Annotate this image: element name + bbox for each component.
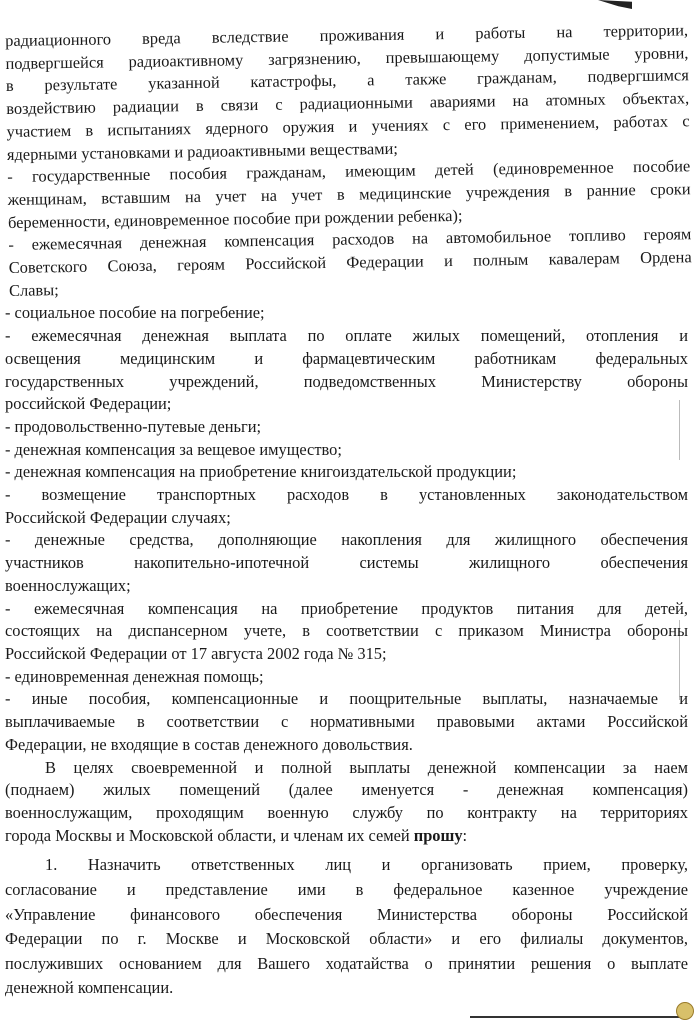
text-line: военнослужащим, проходящим военную службу по контракту на территориях (5, 802, 688, 822)
text-line: «Управление финансового обеспечения Министерства обороны Российской (5, 904, 688, 924)
text-line: военнослужащих; (5, 575, 131, 595)
text-line: воздействию радиации в связи с радиационными авариями на атомных объектах, (6, 88, 690, 119)
text-line: Федерации, не входящие в состав денежного довольствия. (5, 734, 413, 754)
text-line: радиационного вреда вследствие проживания и работы на территории, (5, 20, 689, 50)
text-line: Российской Федерации случаях; (5, 507, 231, 527)
text-line: 1. Назначить ответственных лиц и организовать прием, проверку, (45, 855, 688, 875)
text-line: состоящих на диспансерном учете, в соответствии с приказом Министра обороны (5, 621, 688, 641)
list-item: - иные пособия, компенсационные и поощрительные выплаты, назначаемые и (5, 689, 688, 709)
list-item: - денежные средства, дополняющие накопления для жилищного обеспечения (5, 530, 688, 550)
text-line: ядерными установками и радиоактивными веществами; (6, 138, 399, 164)
list-item: - ежемесячная компенсация на приобретение продуктов питания для детей, (5, 598, 688, 618)
text-line: - государственные пособия гражданам, имеющим детей (единовременное пособие (7, 156, 691, 187)
text-line (5, 825, 688, 848)
list-item: - единовременная денежная помощь; (5, 666, 264, 686)
text-line: Славы; (8, 279, 59, 300)
text-fragment: города Москвы и Московской области, и членам их семей (5, 825, 414, 845)
text-line: российской Федерации; (5, 394, 172, 414)
list-item: - возмещение транспортных расходов в установленных законодательством (5, 485, 688, 505)
text-line: участников накопительно-ипотечной системы жилищного обеспечения (5, 553, 688, 573)
paragraph-radiation (5, 19, 692, 302)
text-line: - ежемесячная денежная компенсация расходов на автомобильное топливо героям (8, 224, 692, 255)
text-line: выплачиваемые в соответствии с нормативными правовыми актами Российской (5, 712, 688, 732)
text-line: участием в испытаниях ядерного оружия и учениях с его применением, работах с (6, 111, 690, 141)
text-line: Федерации по г. Москве и Московской области» и его филиалы документов, (5, 929, 688, 949)
list-item: - продовольственно-путевые деньги; (5, 416, 262, 436)
list-item: - денежная компенсация за вещевое имущество; (5, 439, 342, 459)
text-line: Советского Союза, героям Российской Федерации и полным кавалерам Ордена (8, 247, 692, 278)
text-line: освещения медицинским и фармацевтическим работникам федеральных (5, 348, 688, 368)
text-line: денежной компенсации. (5, 978, 174, 998)
text-line: в результате указанной катастрофы, а также гражданам, подвергшимся (5, 65, 689, 96)
text-line: (поднаем) жилых помещений (далее именуется - денежная компенсация) (5, 780, 688, 800)
text-line: послуживших основанием для Вашего ходатайства о принятии решения о выплате (5, 953, 688, 973)
text-line: государственных учреждений, подведомственных Министерству обороны (5, 371, 688, 391)
list-item: - денежная компенсация на приобретение книгоиздательской продукции; (5, 462, 517, 482)
document-page (5, 20, 692, 1001)
text-line: подвергшейся радиоактивному загрязнению, превышающему допустимые уровни, (5, 42, 689, 73)
payments-list (5, 302, 688, 847)
text-line: беременности, единовременное пособие при рождении ребенка); (7, 205, 463, 232)
text-line: В целях своевременной и полной выплаты денежной компенсации за наем (45, 757, 688, 777)
request-word: прошу (413, 825, 463, 845)
request-item-1 (5, 853, 688, 1001)
scan-bottom-line (470, 1016, 680, 1018)
colon: : (462, 825, 468, 845)
text-line: согласование и представление ими в федеральное казенное учреждение (5, 879, 688, 899)
list-item: - социальное пособие на погребение; (5, 303, 265, 323)
stamp-icon (676, 1002, 694, 1020)
text-line: Российской Федерации от 17 августа 2002 года № 315; (5, 643, 387, 663)
scan-mark (598, 0, 632, 9)
text-line: женщинам, вставшим на учет на учет в медицинские учреждения в ранние сроки (7, 179, 691, 209)
list-item: - ежемесячная денежная выплата по оплате жилых помещений, отопления и (5, 326, 688, 346)
